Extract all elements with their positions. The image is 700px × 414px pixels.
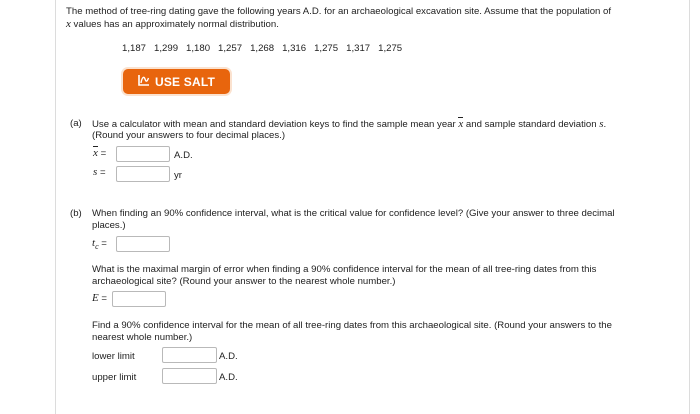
part-b-tag: (b) — [70, 208, 82, 219]
data-value: 1,268 — [250, 43, 275, 54]
part-a-question-line-2: (Round your answers to four decimal places.) — [92, 130, 286, 141]
e-input[interactable] — [112, 291, 166, 307]
xbar-unit: A.D. — [174, 150, 193, 161]
data-values — [122, 43, 402, 54]
c-subscript: c — [95, 241, 99, 251]
intro-line-1: The method of tree-ring dating gave the following years A.D. for an archaeological excavation site. Assume that the population of — [66, 6, 612, 17]
part-a-question-line-1 — [92, 118, 606, 130]
s-unit: yr — [174, 170, 182, 181]
upper-limit-unit: A.D. — [219, 372, 238, 383]
lower-limit-input[interactable] — [162, 347, 217, 363]
t-symbol: t — [92, 237, 96, 249]
tc-label — [92, 237, 107, 251]
data-value: 1,317 — [346, 43, 371, 54]
part-b-q1-line-2: places.) — [92, 220, 126, 231]
intro-line-2 — [66, 18, 279, 30]
part-b-q3-line-2: nearest whole number.) — [92, 332, 193, 343]
data-value: 1,180 — [186, 43, 211, 54]
equals-sign: = — [99, 167, 106, 178]
s-symbol: s — [93, 166, 98, 178]
data-value: 1,257 — [218, 43, 243, 54]
data-value: 1,187 — [122, 43, 147, 54]
tc-input[interactable] — [116, 236, 170, 252]
s-label — [93, 166, 106, 178]
part-a-text: . — [603, 119, 607, 130]
part-b-q3-line-1: Find a 90% confidence interval for the mean of all tree-ring dates from this archaeological site. (Round your answers to the — [92, 320, 612, 331]
use-salt-button[interactable] — [123, 69, 230, 94]
upper-limit-input[interactable] — [162, 368, 217, 384]
intro-line-2-text: values has an approximately normal distribution. — [70, 19, 279, 30]
lower-limit-label: lower limit — [92, 351, 135, 362]
part-a-text: Use a calculator with mean and standard deviation keys to find the sample mean year — [92, 119, 459, 130]
x-bar-symbol: x — [93, 147, 98, 159]
salt-chart-icon — [138, 74, 155, 89]
intro-x-variable: x — [66, 18, 71, 30]
lower-limit-unit: A.D. — [219, 351, 238, 362]
e-symbol: E — [92, 292, 99, 304]
question-panel — [55, 0, 690, 414]
part-a-text: and sample standard deviation — [463, 119, 600, 130]
e-label — [92, 292, 107, 304]
xbar-label — [93, 147, 106, 159]
upper-limit-label: upper limit — [92, 372, 137, 383]
data-value: 1,275 — [378, 43, 403, 54]
s-input[interactable] — [116, 166, 170, 182]
equals-sign: = — [100, 148, 107, 159]
x-bar-symbol: x — [458, 118, 464, 130]
equals-sign: = — [101, 238, 107, 249]
data-value: 1,316 — [282, 43, 307, 54]
use-salt-label: USE SALT — [154, 74, 216, 89]
equals-sign: = — [101, 293, 108, 304]
part-a-tag: (a) — [70, 118, 82, 129]
part-b-q1-line-1: When finding an 90% confidence interval, what is the critical value for confidence level? (Give your answer to three decimal — [92, 208, 615, 219]
part-b-q2-line-2: archaeological site? (Round your answer to the nearest whole number.) — [92, 276, 396, 287]
s-symbol: s — [599, 118, 604, 130]
data-value: 1,275 — [314, 43, 339, 54]
data-value: 1,299 — [154, 43, 179, 54]
part-b-q2-line-1: What is the maximal margin of error when finding a 90% confidence interval for the mean of all tree-ring dates from this — [92, 264, 597, 275]
xbar-input[interactable] — [116, 146, 170, 162]
